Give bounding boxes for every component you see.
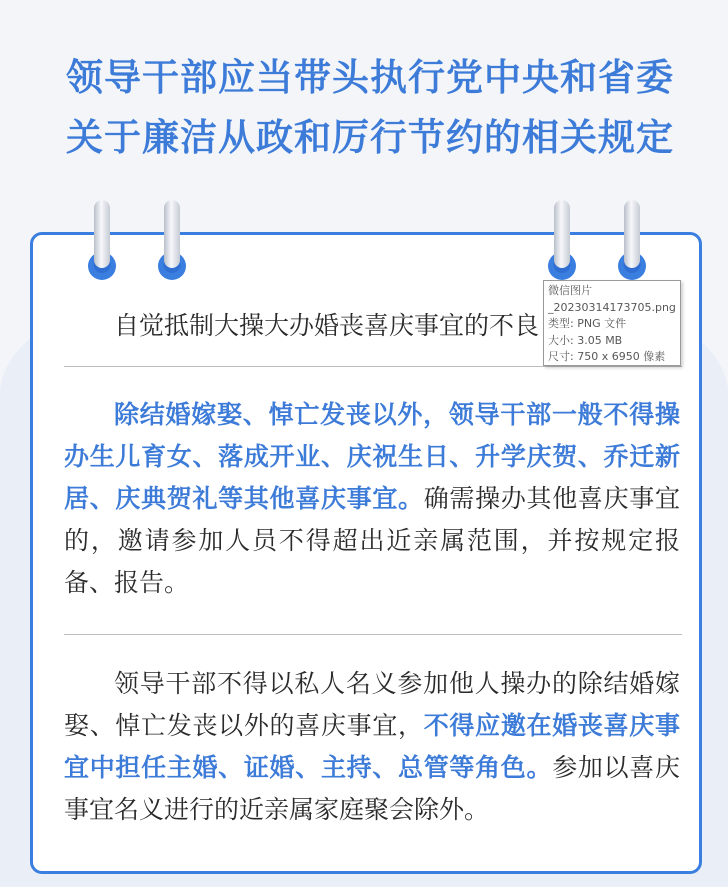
title-line-1: 领导干部应当带头执行党中央和省委: [66, 56, 674, 99]
binder-ring-icon: [156, 200, 188, 280]
ring-bar: [164, 200, 180, 268]
ring-bar: [94, 200, 110, 268]
page-title: [14, 48, 726, 168]
paragraph-3-highlight: 不得应邀在婚丧喜庆事宜中担任主婚、证婚、主持、总管等角色。: [64, 711, 680, 782]
tooltip-filename: 微信图片: [548, 284, 592, 297]
tooltip-dimensions: 尺寸: 750 x 6950 像素: [548, 350, 666, 363]
paragraph-3-text-before: 领导干部不得以私人名义参加他人操办的除结婚嫁娶、悼亡发丧以外的喜庆事宜，: [64, 669, 680, 740]
ring-bar: [554, 200, 570, 268]
file-info-tooltip: [543, 280, 681, 366]
paragraph-3-text: 参加以喜庆事宜名义进行的近亲属家庭聚会除外。: [64, 753, 680, 824]
binder-ring-icon: [86, 200, 118, 280]
tooltip-size: 大小: 3.05 MB: [548, 333, 623, 347]
binder-ring-icon: [616, 200, 648, 280]
paragraph-2: [64, 394, 680, 604]
divider-1: [64, 366, 682, 367]
ring-bar: [624, 200, 640, 268]
divider-2: [64, 634, 682, 635]
paragraph-3: [64, 663, 680, 831]
binder-ring-icon: [546, 200, 578, 280]
tooltip-type: 类型: PNG 文件: [548, 317, 627, 330]
paragraph-2-highlight: 除结婚嫁娶、悼亡发丧以外，领导干部一般不得操办生儿育女、落成开业、庆祝生日、升学庆贺、乔迁新居、庆典贺礼等其他喜庆事宜。: [64, 400, 680, 513]
paragraph-1-text: 自觉抵制大操大办婚丧喜庆事宜的不良: [114, 311, 540, 340]
tooltip-filename-cont: _20230314173705.png: [548, 300, 676, 314]
paragraph-2-text: 确需操办其他喜庆事宜的，邀请参加人员不得超出近亲属范围，并按规定报备、报告。: [64, 484, 680, 597]
title-line-2: 关于廉洁从政和厉行节约的相关规定: [66, 116, 674, 159]
